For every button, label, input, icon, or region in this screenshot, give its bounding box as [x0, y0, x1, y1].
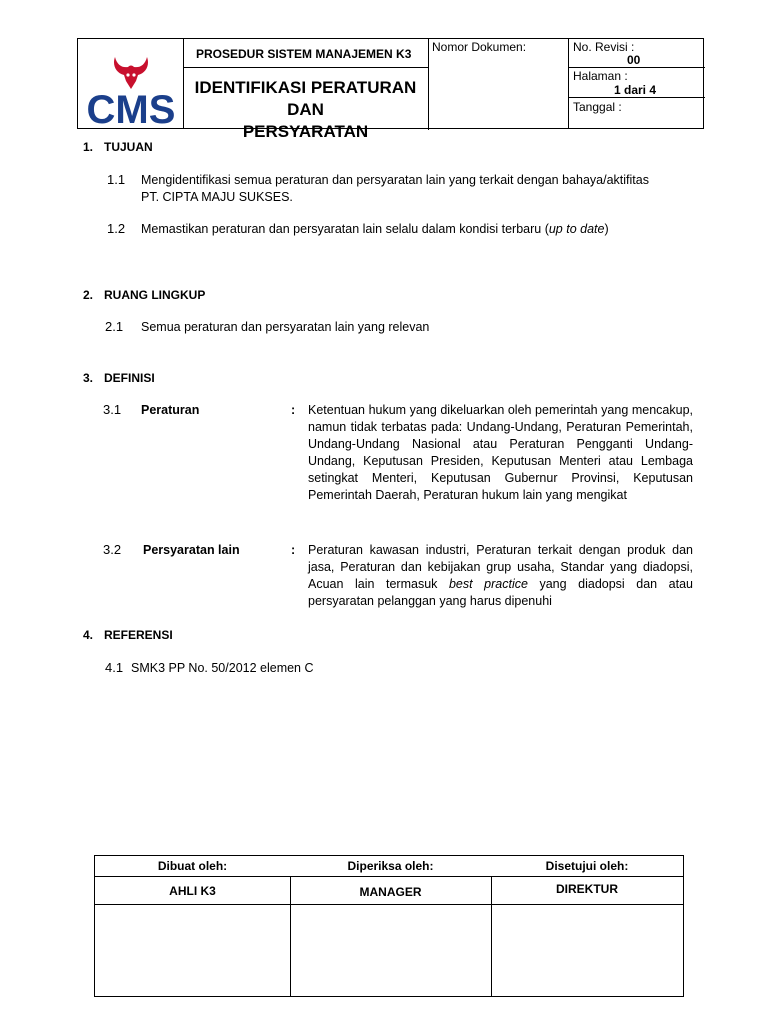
document-title [183, 77, 428, 143]
title-line: PERSYARATAN [242, 122, 369, 141]
tujuan-item-1 [141, 172, 701, 206]
item-number: 1.2 [107, 221, 126, 236]
referensi-item-1: SMK3 PP No. 50/2012 elemen C [131, 661, 314, 675]
divider [568, 97, 705, 98]
section-number: 3. [83, 371, 94, 385]
item-number: 4.1 [105, 660, 124, 675]
text-italic: up to date [548, 222, 605, 236]
divider [428, 39, 429, 130]
text-line: PT. CIPTA MAJU SUKSES. [141, 190, 293, 204]
checked-by-label: Diperiksa oleh: [347, 859, 434, 873]
approved-by-signature-area[interactable] [492, 905, 683, 996]
section-title-ruang-lingkup: RUANG LINGKUP [104, 288, 206, 302]
title-line: IDENTIFIKASI PERATURAN DAN [194, 78, 417, 119]
document-header [77, 38, 704, 141]
item-number: 1.1 [107, 172, 126, 187]
item-number: 3.2 [103, 542, 122, 557]
section-number: 1. [83, 140, 94, 154]
item-number: 2.1 [105, 319, 124, 334]
approval-table [94, 855, 684, 997]
made-by-role: AHLI K3 [169, 884, 216, 898]
bull-logo-icon [82, 47, 180, 127]
checked-by-signature-area[interactable] [291, 905, 491, 996]
text-part: Memastikan peraturan dan persyaratan lain selalu dalam kondisi terbaru ( [141, 222, 549, 236]
revision-label: No. Revisi : [573, 40, 635, 54]
section-number: 2. [83, 288, 94, 302]
divider [568, 39, 569, 128]
divider [568, 67, 705, 68]
approved-by-role: DIREKTUR [556, 882, 618, 896]
made-by-label: Dibuat oleh: [157, 859, 228, 873]
page-label: Halaman : [573, 69, 628, 83]
date-label: Tanggal : [573, 100, 622, 114]
section-number: 4. [83, 628, 94, 642]
text-italic: best practice [448, 577, 528, 591]
definition-term: Persyaratan lain [143, 543, 240, 557]
tujuan-item-2 [141, 221, 701, 238]
page-value: 1 dari 4 [614, 83, 657, 97]
section-title-tujuan: TUJUAN [104, 140, 153, 154]
definition-term: Peraturan [141, 403, 200, 417]
divider [183, 67, 428, 68]
approved-by-label: Disetujui oleh: [545, 859, 629, 873]
section-title-referensi: REFERENSI [104, 628, 173, 642]
definition-colon: : [291, 403, 296, 417]
text-part: ) [604, 222, 609, 236]
definition-colon: : [291, 543, 296, 557]
divider [95, 876, 683, 877]
svg-text:CMS: CMS [86, 88, 176, 127]
text-line: Mengidentifikasi semua peraturan dan persyaratan lain yang terkait dengan bahaya/aktifitas [141, 173, 649, 187]
doc-number-label: Nomor Dokumen: [432, 40, 527, 54]
section-title-definisi: DEFINISI [104, 371, 155, 385]
ruang-lingkup-item-1: Semua peraturan dan persyaratan lain yang relevan [141, 320, 430, 334]
text-part: Peraturan kawasan industri, Peraturan terkait dengan produk dan jasa, Peraturan dan kebijakan grup usaha, Standar yang diadopsi, Acuan lain termasuk [308, 543, 693, 591]
definition-persyaratan-lain [308, 542, 693, 610]
checked-by-role: MANAGER [359, 885, 422, 899]
procedure-label: PROSEDUR SISTEM MANAJEMEN K3 [196, 47, 412, 61]
text-part: yang diadopsi dan atau persyaratan pelanggan yang harus dipenuhi [308, 577, 693, 608]
item-number: 3.1 [103, 402, 122, 417]
revision-value: 00 [627, 53, 641, 67]
made-by-signature-area[interactable] [95, 905, 290, 996]
company-logo [82, 47, 180, 127]
definition-peraturan: Ketentuan hukum yang dikeluarkan oleh pemerintah yang mencakup, namun tidak terbatas pada: Undang-Undang, Peraturan Pemerintah, Undang-Undang Nasional atau Peraturan Pengganti Undang-Undang, Keputusan Presiden, Keputusan Menteri atau Lembaga setingkat Menteri, Keputusan Gubernur Provinsi, Keputusan Pemerintah Daerah, Peraturan hukum lain yang mengikat [308, 403, 693, 502]
